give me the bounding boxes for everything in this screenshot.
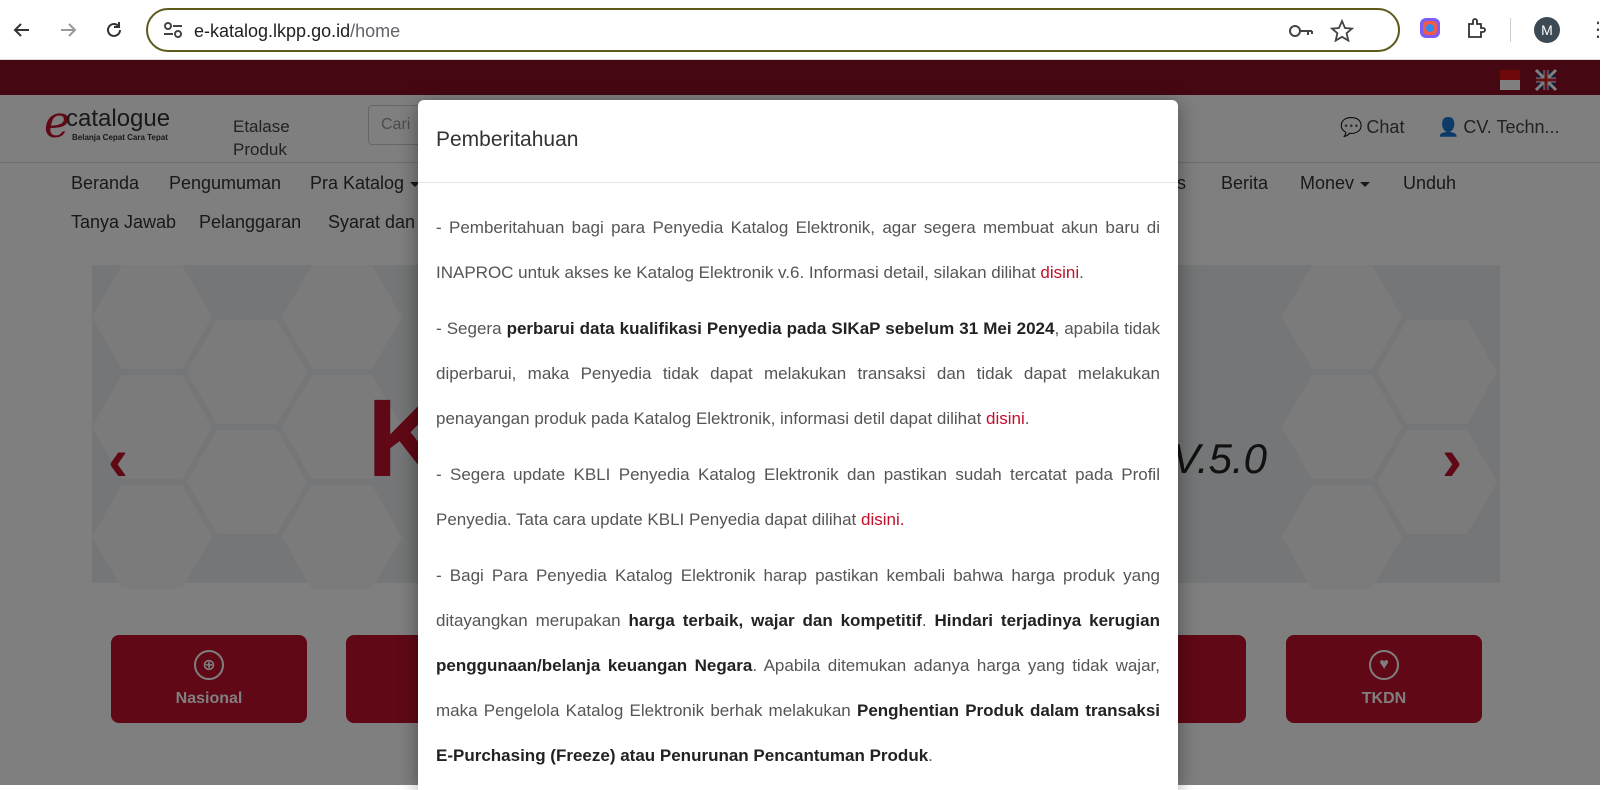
toolbar-separator <box>1510 18 1511 42</box>
notice-bold-text: harga terbaik, wajar dan kompetitif <box>628 611 922 630</box>
url-host: e-katalog.lkpp.go.id <box>194 21 351 41</box>
url-text <box>194 21 400 42</box>
modal-body <box>418 183 1178 778</box>
forward-icon[interactable] <box>52 14 84 46</box>
notification-modal <box>418 100 1178 790</box>
notice-text: . <box>921 611 935 630</box>
address-bar[interactable] <box>146 8 1400 52</box>
notice-text: . <box>928 746 933 765</box>
notice-text: , apabila tidak diperbarui, maka Penyedia tidak dapat melakukan transaksi dan tidak dapat melakukan penayangan produk pada Katalog Elektronik, informasi detil dapat dilihat <box>436 319 1160 428</box>
key-icon[interactable] <box>1288 19 1314 43</box>
notice-text: - Bagi Para Penyedia Katalog Elektronik harap pastikan kembali bahwa harga produk yang ditayangkan merupakan <box>436 566 1160 630</box>
modal-title: Pemberitahuan <box>436 128 579 151</box>
notice-paragraph-1 <box>436 205 1160 295</box>
notice-text: - Segera update KBLI Penyedia Katalog Elektronik dan pastikan sudah tercatat pada Profil Penyedia. Tata cara update KBLI Penyedia dapat dilihat <box>436 465 1160 529</box>
bookmark-star-icon[interactable] <box>1330 19 1356 43</box>
browser-toolbar <box>0 0 1608 60</box>
disini-link[interactable]: disini <box>986 409 1025 428</box>
notice-paragraph-4 <box>436 553 1160 778</box>
colorful-extension-icon[interactable] <box>1418 16 1446 44</box>
notice-paragraph-2 <box>436 306 1160 441</box>
notice-text: . <box>1024 409 1030 428</box>
disini-link[interactable]: disini <box>1040 263 1080 282</box>
site-info-icon[interactable] <box>162 20 184 40</box>
notice-bold-text: perbarui data kualifikasi Penyedia pada SIKaP sebelum 31 Mei 2024 <box>506 319 1055 338</box>
modal-header <box>418 100 1178 183</box>
extensions-puzzle-icon[interactable] <box>1465 16 1493 44</box>
profile-avatar[interactable]: M <box>1534 17 1560 43</box>
back-icon[interactable] <box>6 14 38 46</box>
notice-text: - Pemberitahuan bagi para Penyedia Katalog Elektronik, agar segera membuat akun baru di INAPROC untuk akses ke Katalog Elektronik v.6. Informasi detail, silakan dilihat <box>436 218 1160 282</box>
notice-text: . <box>1079 263 1084 282</box>
disini-link[interactable]: disini. <box>861 510 905 529</box>
notice-paragraph-3 <box>436 452 1160 542</box>
reload-icon[interactable] <box>98 14 130 46</box>
url-path: /home <box>350 21 401 41</box>
more-menu-icon[interactable]: ⋮ <box>1588 19 1608 41</box>
notice-bold-text: Penghentian Produk dalam transaksi E-Purchasing (Freeze) atau Penurunan Pencantuman Produk <box>436 701 1160 765</box>
notice-text: - Segera <box>436 319 507 338</box>
notice-bold-text: Hindari terjadinya kerugian penggunaan/belanja keuangan Negara <box>436 611 1160 675</box>
notice-text: . Apabila ditemukan adanya harga yang tidak wajar, maka Pengelola Katalog Elektronik berhak melakukan <box>436 656 1160 720</box>
